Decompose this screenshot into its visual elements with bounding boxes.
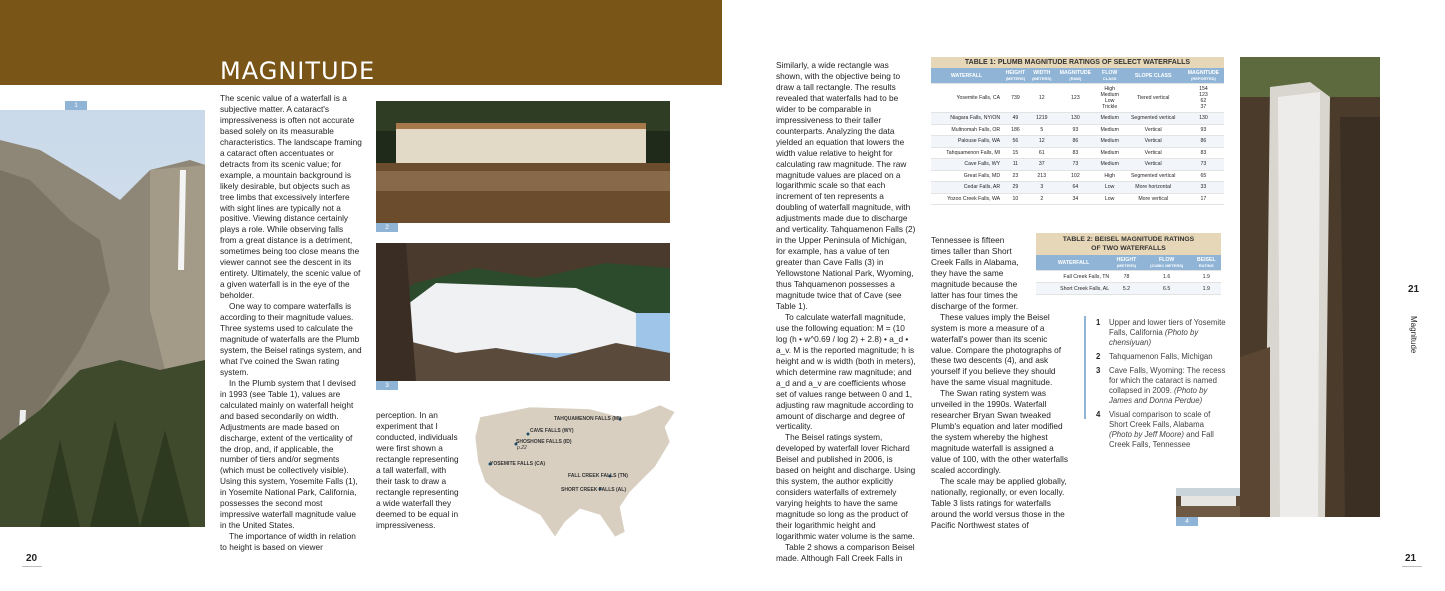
table-row xyxy=(931,147,1224,159)
table-cell: 78 xyxy=(1111,271,1142,283)
table-cell: Vertical xyxy=(1123,124,1182,136)
table-2-grid xyxy=(1036,255,1221,295)
header-main: BEISEL xyxy=(1196,257,1216,263)
table-cell: 49 xyxy=(1002,113,1029,125)
table-1-header-row xyxy=(931,68,1224,84)
table-cell: 23 xyxy=(1002,170,1029,182)
table-cell: 6.5 xyxy=(1142,283,1192,295)
table-cell: 186 xyxy=(1002,124,1029,136)
table-row xyxy=(931,159,1224,171)
table-cell: Medium xyxy=(1096,113,1124,125)
photo-tag-1: 1 xyxy=(65,101,87,110)
caption-credit: (Photo by Jeff Moore) xyxy=(1109,430,1184,439)
paragraph: In the Plumb system that I devised in 1993 (see Table 1), values are calculated mainly on waterfall height and based secondarily on width. Adjustments are made based on discharge, extent of the verticality of the drop, and, if applicable, the number of tiers and/or segments (which must be collectively visible). Using this system, Yosemite Falls (1), in Yosemite National Park, California, possesses the second most impressive waterfall magnitude value in the United States. xyxy=(220,377,358,531)
table-cell: Vertical xyxy=(1123,136,1182,148)
table-cell: 102 xyxy=(1055,170,1096,182)
caption-number: 1 xyxy=(1096,318,1101,327)
table-1-grid xyxy=(931,68,1224,205)
paragraph: These values imply the Beisel system is more a measure of a waterfall's power than its scenic value. Compare the photographs of these two descents (4), and ask yourself if you believe they should have the same visual magnitude. xyxy=(931,311,1062,388)
header-main: HEIGHT xyxy=(1005,70,1026,76)
folio-right: 21 xyxy=(1405,553,1417,564)
table-cell: 1219 xyxy=(1029,113,1055,125)
photo-tahquamenon-falls xyxy=(376,101,670,223)
table-cell: Yozoo Creek Falls, WA xyxy=(931,193,1002,205)
table-row xyxy=(931,182,1224,194)
photo-fall-creek-falls xyxy=(1240,57,1380,517)
caption-credit: (Photo by James and Donna Perdue) xyxy=(1109,386,1208,405)
header-sub: CLASS xyxy=(1102,76,1117,81)
paragraph: The importance of width in relation to height is based on viewer xyxy=(220,531,356,553)
header-main: HEIGHT xyxy=(1116,257,1137,263)
table-row xyxy=(931,84,1224,113)
map-label: CAVE FALLS (WY) xyxy=(530,428,574,434)
table-cell: 2 xyxy=(1029,193,1055,205)
paragraph: Tennessee is fifteen times taller than Short Creek Falls in Alabama, they have the same magnitude because the latter has four times the discharge of the former. xyxy=(931,235,1019,311)
table-1-header-cell xyxy=(1123,68,1182,84)
caption-tail: and Fall Creek Falls, Tennessee xyxy=(1109,430,1214,449)
table-cell: 12 xyxy=(1029,84,1055,113)
table-cell: 130 xyxy=(1183,113,1224,125)
table-cell: 93 xyxy=(1055,124,1096,136)
caption-body: Visual comparison to scale of Short Creek Falls, Alabama xyxy=(1109,410,1211,429)
table-cell: 83 xyxy=(1183,147,1224,159)
caption-number: 3 xyxy=(1096,366,1101,375)
table-cell: Medium xyxy=(1096,124,1124,136)
table-cell: 10 xyxy=(1002,193,1029,205)
photo-tag-3: 3 xyxy=(376,381,398,390)
table-cell: Fall Creek Falls, TN xyxy=(1036,271,1111,283)
table-cell: 1.9 xyxy=(1192,283,1221,295)
caption-item xyxy=(1096,410,1226,450)
table-cell: 5 xyxy=(1029,124,1055,136)
table-1-header-cell xyxy=(1002,68,1029,84)
table-2-caption-line: TABLE 2: BEISEL MAGNITUDE RATINGS xyxy=(1062,236,1195,243)
header-main: WATERFALL xyxy=(950,72,983,79)
table-cell: 5.2 xyxy=(1111,283,1142,295)
table-cell: Yosemite Falls, CA xyxy=(931,84,1002,113)
paragraph: The Swan rating system was unveiled in the 1990s. Waterfall researcher Bryan Swan tweaked Plumb's equation and later modified the system whereby the highest magnitude waterfall is assigned a value of 100, with the other waterfalls scaled accordingly. xyxy=(931,388,1068,476)
table-cell: High Medium Low Trickle xyxy=(1096,84,1124,113)
header-sub: (RAW) xyxy=(1069,76,1082,81)
map-label: TAHQUAMENON FALLS (MI) xyxy=(554,416,622,422)
caption-text xyxy=(1109,410,1226,450)
table-row xyxy=(931,113,1224,125)
header-main: SLOPE CLASS xyxy=(1134,72,1172,79)
header-main: MAGNITUDE xyxy=(1187,70,1220,76)
photo-short-creek-falls xyxy=(1176,488,1240,517)
right-text-column-1 xyxy=(776,60,916,564)
table-cell: 37 xyxy=(1029,159,1055,171)
table-2-header-cell xyxy=(1192,255,1221,271)
table-cell: Vertical xyxy=(1123,159,1182,171)
paragraph: One way to compare waterfalls is according to their magnitude values. Three systems used to calculate the magnitude of waterfalls are the Plumb system, the Beisel ratings system, and what I've coined the Swan rating system. xyxy=(220,301,362,377)
table-2-caption-line: OF TWO WATERFALLS xyxy=(1091,245,1166,252)
table-1-header-cell xyxy=(1055,68,1096,84)
table-cell: Segmented vertical xyxy=(1123,170,1182,182)
caption-text xyxy=(1109,366,1226,406)
caption-number: 4 xyxy=(1096,410,1101,419)
map-label: SHORT CREEK FALLS (AL) xyxy=(561,487,626,493)
table-cell: Tahquamenon Falls, MI xyxy=(931,147,1002,159)
table-cell: Vertical xyxy=(1123,147,1182,159)
map-label: SHOSHONE FALLS (ID) xyxy=(516,439,572,445)
table-cell: 34 xyxy=(1055,193,1096,205)
side-running-label: Magnitude xyxy=(1409,316,1418,354)
table-cell: Great Falls, MD xyxy=(931,170,1002,182)
caption-divider xyxy=(1084,316,1086,419)
table-cell: 1.9 xyxy=(1192,271,1221,283)
header-sub: (CUBIC METERS) xyxy=(1150,263,1184,268)
table-row xyxy=(931,124,1224,136)
table-row xyxy=(1036,271,1221,283)
caption-body: Tahquamenon Falls, Michigan xyxy=(1109,352,1213,361)
chapter-title: MAGNITUDE xyxy=(220,57,376,85)
table-cell: 739 xyxy=(1002,84,1029,113)
table-cell: 83 xyxy=(1055,147,1096,159)
header-sub: (METERS) xyxy=(1116,263,1137,268)
caption-item xyxy=(1096,318,1226,348)
caption-item xyxy=(1096,366,1226,406)
table-cell: 123 xyxy=(1055,84,1096,113)
map-label: YOSEMITE FALLS (CA) xyxy=(490,461,545,467)
header-main: FLOW xyxy=(1159,257,1175,263)
table-cell: 29 xyxy=(1002,182,1029,194)
left-text-column xyxy=(220,93,362,553)
middle-text-column xyxy=(376,410,464,530)
paragraph: The Beisel ratings system, developed by waterfall lover Richard Beisel and published in 2006, is based on height and discharge. Using this system, the author explicitly considers waterfalls of extremely varying heights to have the same magnitude so long as the product of their logarithmic height and logarithmic water volume is the same. xyxy=(776,432,916,541)
table-cell: 64 xyxy=(1055,182,1096,194)
table-cell: 15 xyxy=(1002,147,1029,159)
table-cell: Cedar Falls, AR xyxy=(931,182,1002,194)
table-cell: Cave Falls, WY xyxy=(931,159,1002,171)
table-cell: More horizontal xyxy=(1123,182,1182,194)
caption-text xyxy=(1109,352,1226,362)
table-cell: Low xyxy=(1096,182,1124,194)
table-cell: 1.6 xyxy=(1142,271,1192,283)
caption-body: Upper and lower tiers of Yosemite Falls, California xyxy=(1109,318,1226,337)
table-cell: 3 xyxy=(1029,182,1055,194)
table-2-caption xyxy=(1036,233,1221,255)
folio-rule-right xyxy=(1402,566,1422,567)
table-cell: 73 xyxy=(1183,159,1224,171)
photo-captions xyxy=(1096,318,1226,454)
table-1-body xyxy=(931,84,1224,205)
table-cell: 61 xyxy=(1029,147,1055,159)
table-cell: 130 xyxy=(1055,113,1096,125)
header-sub: (REPORTED) xyxy=(1191,76,1216,81)
table-cell: Low xyxy=(1096,193,1124,205)
side-folio: 21 xyxy=(1408,284,1420,295)
table-2-header-row xyxy=(1036,255,1221,271)
header-sub: (METERS) xyxy=(1032,76,1052,81)
table-1-caption: TABLE 1: PLUMB MAGNITUDE RATINGS OF SELECT WATERFALLS xyxy=(931,57,1224,68)
photo-tag-4: 4 xyxy=(1176,517,1198,526)
table-row xyxy=(931,170,1224,182)
map-label: FALL CREEK FALLS (TN) xyxy=(568,473,628,479)
table-1-header-cell xyxy=(1096,68,1124,84)
header-main: FLOW xyxy=(1102,70,1118,76)
table-cell: 154 123 62 37 xyxy=(1183,84,1224,113)
paragraph: To calculate waterfall magnitude, use the following equation: M = (10 log (h • w^0.69 / log 2) + 2.8) • a_d • a_v. M is the reported magnitude; h is height and w is width (both in meters), which determine raw magnitude; and a_d and a_v are coefficients whose set of values range between 0 and 1, adjusting raw magnitude according to amount of discharge and degree of verticality. xyxy=(776,311,916,432)
table-cell: More vertical xyxy=(1123,193,1182,205)
table-cell: Medium xyxy=(1096,159,1124,171)
caption-text xyxy=(1109,318,1226,348)
table-2 xyxy=(1036,233,1221,295)
table-cell: 11 xyxy=(1002,159,1029,171)
table-row xyxy=(931,136,1224,148)
paragraph: perception. In an experiment that I conducted, individuals were first shown a rectangle representing a tall waterfall, with their task to draw a rectangle representing a wide waterfall they deemed to be equal in impressiveness. xyxy=(376,410,459,530)
table-cell: 33 xyxy=(1183,182,1224,194)
table-cell: 86 xyxy=(1055,136,1096,148)
table-row xyxy=(1036,283,1221,295)
table-cell: Medium xyxy=(1096,147,1124,159)
table-cell: 93 xyxy=(1183,124,1224,136)
photo-tag-2: 2 xyxy=(376,223,398,232)
header-main: MAGNITUDE xyxy=(1059,70,1092,76)
table-1-header-cell xyxy=(1029,68,1055,84)
table-cell: 12 xyxy=(1029,136,1055,148)
map-page-ref: p.22 xyxy=(517,445,527,451)
folio-left: 20 xyxy=(26,553,38,564)
header-sub: RATING xyxy=(1198,263,1214,268)
table-2-body xyxy=(1036,271,1221,295)
table-cell: 65 xyxy=(1183,170,1224,182)
table-1 xyxy=(931,57,1224,205)
folio-rule-left xyxy=(22,566,42,567)
table-cell: Niagara Falls, NY/ON xyxy=(931,113,1002,125)
table-row xyxy=(931,193,1224,205)
table-2-header-cell xyxy=(1111,255,1142,271)
caption-credit: (Photo by chensiyuan) xyxy=(1109,328,1199,347)
table-cell: 213 xyxy=(1029,170,1055,182)
table-2-header-cell xyxy=(1142,255,1192,271)
photo-yosemite-falls xyxy=(0,110,205,527)
table-cell: 73 xyxy=(1055,159,1096,171)
table-cell: Segmented vertical xyxy=(1123,113,1182,125)
table-cell: High xyxy=(1096,170,1124,182)
photo-cave-falls xyxy=(376,243,670,381)
table-1-header-cell xyxy=(931,68,1002,84)
table-cell: 17 xyxy=(1183,193,1224,205)
table-cell: Medium xyxy=(1096,136,1124,148)
table-cell: Multnomah Falls, OR xyxy=(931,124,1002,136)
paragraph: Table 2 shows a comparison Beisel made. Although Fall Creek Falls in xyxy=(776,541,915,563)
paragraph: Similarly, a wide rectangle was shown, with the objective being to draw a tall rectangle. The results revealed that waterfalls had to be wider to be comparable in impressiveness to their taller counterparts. Analyzing the data yielded an equation that lowers the width value relative to height for calculating raw magnitude. The raw magnitude values are placed on a logarithmic scale so that each increment of ten represents a doubling of waterfall magnitude, with adjustments made due to discharge and verticality. Tahquamenon Falls (2) in the Upper Peninsula of Michigan, for example, has a value of ten greater than Cave Falls (3) in Yellowstone National Park, Wyoming, thus Tahquamenon possesses a magnitude twice that of Cave (see Table 1). xyxy=(776,60,916,311)
table-cell: Short Creek Falls, AL xyxy=(1036,283,1111,295)
table-cell: Palouse Falls, WA xyxy=(931,136,1002,148)
table-1-header-cell xyxy=(1183,68,1224,84)
header-main: WIDTH xyxy=(1033,70,1051,76)
paragraph: The scenic value of a waterfall is a subjective matter. A cataract's impressiveness is often not accurate based solely on its measurable characteristics. The landscape framing a cataract often accentuates or detracts from its scenic value; for example, a mountain background is likely desirable, but objects such as tree limbs that excessively interfere with sight lines are typically not a positive. Viewing distance certainly plays a role. While observing falls from a great distance is a detriment, sometimes being too close means the viewer cannot see the descent in its entirety. Ultimately, the scenic value of a given waterfall is in the eye of the beholder. xyxy=(220,93,362,301)
table-cell: 86 xyxy=(1183,136,1224,148)
caption-item xyxy=(1096,352,1226,362)
paragraph: The scale may be applied globally, nationally, regionally, or even locally. Table 3 lists ratings for waterfalls around the world versus those in the Pacific Northwest states of xyxy=(931,475,1067,530)
caption-number: 2 xyxy=(1096,352,1101,361)
caption-body: Cave Falls, Wyoming: The recess for which the cataract is named collapsed in 2009. xyxy=(1109,366,1226,395)
us-waterfall-map xyxy=(470,397,690,542)
table-2-header-cell xyxy=(1036,255,1111,271)
table-cell: 56 xyxy=(1002,136,1029,148)
table-cell: Tiered vertical xyxy=(1123,84,1182,113)
header-sub: (METERS) xyxy=(1005,76,1026,81)
header-main: WATERFALL xyxy=(1057,259,1090,266)
